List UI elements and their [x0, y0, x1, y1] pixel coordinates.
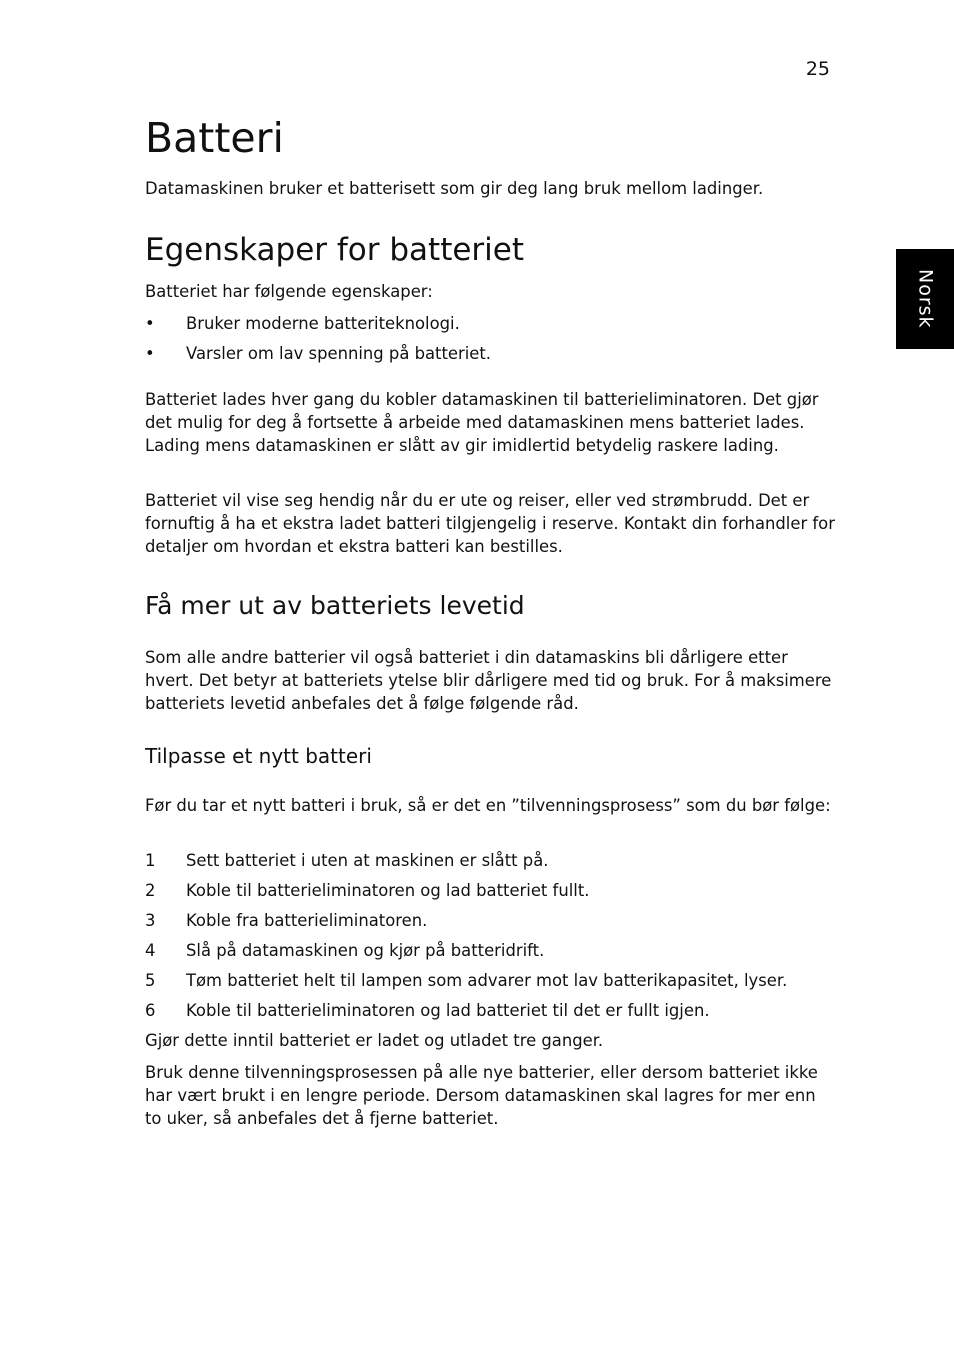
list-item-text: Varsler om lav spenning på batteriet. [186, 344, 491, 363]
list-item-text: Koble til batterieliminatoren og lad batteriet fullt. [186, 881, 590, 900]
spare-battery-paragraph: Batteriet vil vise seg hendig når du er ute og reiser, eller ved strømbrudd. Det er fornuftig å ha et ekstra ladet batteri tilgjengelig i reserve. Kontakt din forhandler for detaljer om hvordan et ekstra batteri kan bestilles. [145, 491, 835, 556]
step-number: 4 [145, 941, 156, 960]
list-item [145, 999, 835, 1029]
bullet-marker: • [145, 314, 155, 333]
list-item [145, 909, 835, 939]
step-number: 5 [145, 971, 156, 990]
properties-list [145, 312, 835, 372]
step-number: 6 [145, 1001, 156, 1020]
list-item [145, 969, 835, 999]
properties-lead: Batteriet har følgende egenskaper: [145, 282, 433, 301]
section-heading-properties: Egenskaper for batteriet [145, 232, 525, 268]
lifetime-paragraph: Som alle andre batterier vil også batteriet i din datamaskins bli dårligere etter hvert. Det betyr at batteriets ytelse blir dårligere med tid og bruk. For å maksimere batteriets levetid anbefales det å følge følgende råd. [145, 648, 832, 713]
page-title: Batteri [145, 114, 284, 162]
page-number: 25 [805, 58, 830, 80]
list-item-text: Slå på datamaskinen og kjør på batteridrift. [186, 941, 545, 960]
list-item-text: Sett batteriet i uten at maskinen er slått på. [186, 851, 549, 870]
list-item [145, 939, 835, 969]
language-tab-label: Norsk [914, 269, 937, 329]
list-item-text: Tøm batteriet helt til lampen som advarer mot lav batterikapasitet, lyser. [186, 971, 788, 990]
list-item-text: Bruker moderne batteriteknologi. [186, 314, 460, 333]
charging-paragraph: Batteriet lades hver gang du kobler datamaskinen til batterieliminatoren. Det gjør det mulig for deg å fortsette å arbeide med datamaskinen mens batteriet lades. Lading mens datamaskinen er slått av gir imidlertid betydelig raskere lading. [145, 390, 819, 455]
list-item [145, 849, 835, 879]
storage-paragraph: Bruk denne tilvenningsprosessen på alle nye batterier, eller dersom batteriet ikke har vært brukt i en lengre periode. Dersom datamaskinen skal lagres for mer enn to uker, så anbefales det å fjerne batteriet. [145, 1063, 818, 1128]
language-tab [896, 249, 954, 349]
conditioning-steps [145, 849, 835, 1029]
section-heading-lifetime: Få mer ut av batteriets levetid [145, 591, 525, 620]
intro-paragraph: Datamaskinen bruker et batterisett som gir deg lang bruk mellom ladinger. [145, 179, 764, 198]
step-number: 2 [145, 881, 156, 900]
step-number: 1 [145, 851, 156, 870]
list-item-text: Koble til batterieliminatoren og lad batteriet til det er fullt igjen. [186, 1001, 710, 1020]
new-battery-lead: Før du tar et nytt batteri i bruk, så er det en ”tilvenningsprosess” som du bør følge: [145, 796, 831, 815]
list-item-text: Koble fra batterieliminatoren. [186, 911, 428, 930]
bullet-marker: • [145, 344, 155, 363]
list-item [145, 312, 835, 342]
section-heading-new-battery: Tilpasse et nytt batteri [145, 744, 372, 768]
list-item [145, 879, 835, 909]
repeat-instruction: Gjør dette inntil batteriet er ladet og utladet tre ganger. [145, 1031, 604, 1050]
step-number: 3 [145, 911, 156, 930]
list-item [145, 342, 835, 372]
